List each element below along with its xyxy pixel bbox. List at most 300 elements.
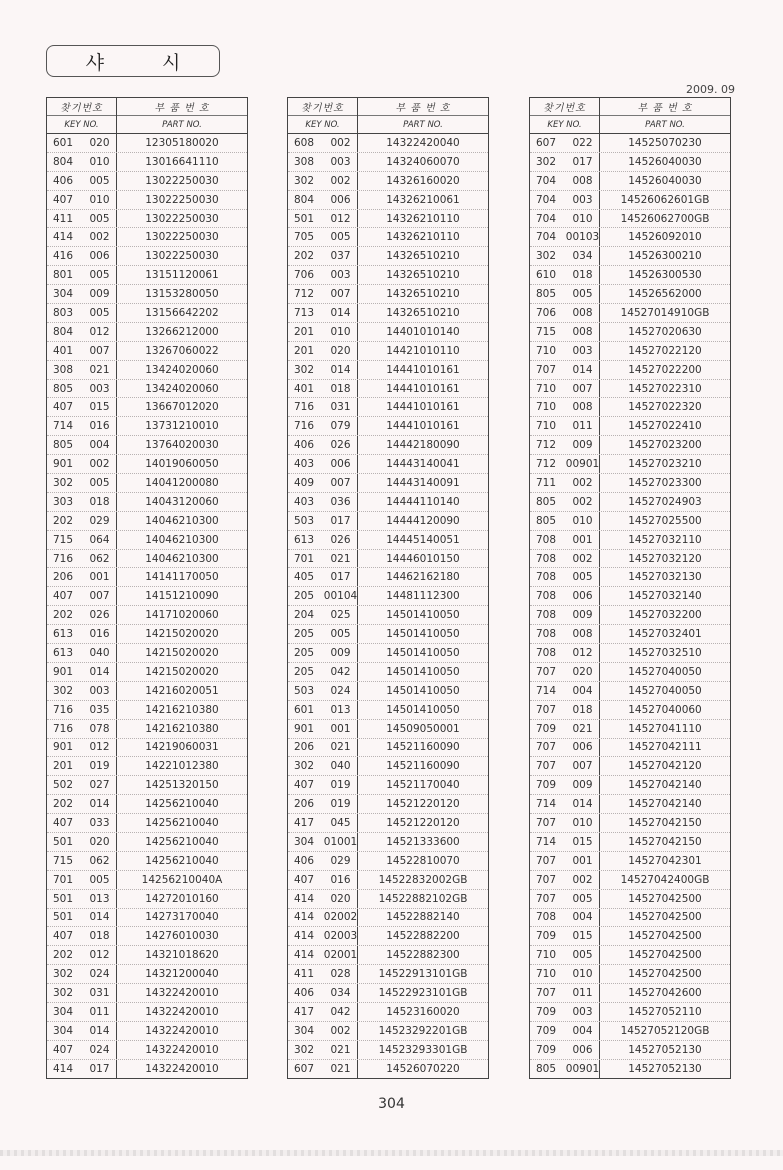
part-number: 14501410050 xyxy=(386,665,460,678)
key-group: 716 xyxy=(294,401,315,414)
key-group: 501 xyxy=(53,911,74,924)
part-number: 14326510210 xyxy=(386,306,460,319)
table-row xyxy=(530,342,730,361)
key-item: 012 xyxy=(83,323,117,341)
key-item: 010 xyxy=(566,965,600,983)
key-item: 006 xyxy=(566,739,600,757)
table-row xyxy=(530,266,730,285)
key-item: 002 xyxy=(566,871,600,889)
table-row xyxy=(288,1022,488,1041)
key-group: 710 xyxy=(536,968,557,981)
key-group: 804 xyxy=(294,193,315,206)
key-item: 007 xyxy=(324,474,358,492)
key-item: 005 xyxy=(83,266,117,284)
part-number: 14326510210 xyxy=(386,269,460,282)
part-no-header-ko: 부 품 번 호 xyxy=(600,98,730,116)
key-item: 026 xyxy=(324,531,358,549)
part-number: 14527032140 xyxy=(628,590,702,603)
table-row xyxy=(47,606,247,625)
part-number: 14527032401 xyxy=(628,628,702,641)
key-item: 013 xyxy=(324,701,358,719)
key-item: 011 xyxy=(83,1003,117,1021)
key-item: 021 xyxy=(324,739,358,757)
table-row xyxy=(530,455,730,474)
key-group: 501 xyxy=(53,835,74,848)
table-row xyxy=(47,191,247,210)
key-item: 004 xyxy=(566,1022,600,1040)
key-item: 004 xyxy=(566,909,600,927)
table-row xyxy=(288,701,488,720)
key-item: 01001 xyxy=(324,833,358,851)
key-group: 708 xyxy=(536,609,557,622)
part-number: 14527042600 xyxy=(628,987,702,1000)
key-item: 005 xyxy=(324,228,358,246)
key-group: 901 xyxy=(53,741,74,754)
table-row xyxy=(47,210,247,229)
key-item: 064 xyxy=(83,531,117,549)
key-group: 411 xyxy=(53,212,74,225)
table-row xyxy=(530,739,730,758)
key-item: 035 xyxy=(83,701,117,719)
table-row xyxy=(288,890,488,909)
key-group: 601 xyxy=(294,703,315,716)
table-row xyxy=(288,909,488,928)
key-item: 020 xyxy=(324,342,358,360)
table-row xyxy=(288,455,488,474)
key-item: 001 xyxy=(566,852,600,870)
table-row xyxy=(288,417,488,436)
part-number: 13151120061 xyxy=(145,269,219,282)
key-group: 901 xyxy=(53,665,74,678)
key-group: 716 xyxy=(294,420,315,433)
part-number: 13266212000 xyxy=(145,325,219,338)
table-row xyxy=(47,965,247,984)
key-item: 002 xyxy=(566,493,600,511)
key-group: 706 xyxy=(294,269,315,282)
table-row xyxy=(47,474,247,493)
table-row xyxy=(47,852,247,871)
part-number: 14501410050 xyxy=(386,684,460,697)
key-item: 005 xyxy=(566,890,600,908)
part-number: 14256210040 xyxy=(145,798,219,811)
table-row xyxy=(47,361,247,380)
key-group: 707 xyxy=(536,987,557,1000)
table-row xyxy=(47,682,247,701)
table-row xyxy=(288,946,488,965)
table-row xyxy=(47,172,247,191)
key-group: 710 xyxy=(536,401,557,414)
key-item: 011 xyxy=(566,417,600,435)
key-group: 710 xyxy=(536,420,557,433)
table-row xyxy=(47,663,247,682)
table-row xyxy=(530,625,730,644)
part-number: 14216210380 xyxy=(145,722,219,735)
part-number: 14324060070 xyxy=(386,155,460,168)
key-item: 003 xyxy=(566,191,600,209)
key-group: 403 xyxy=(294,495,315,508)
table-header xyxy=(530,98,730,134)
part-number: 14521160090 xyxy=(386,741,460,754)
part-number: 14326160020 xyxy=(386,174,460,187)
table-row xyxy=(47,720,247,739)
key-item: 003 xyxy=(83,682,117,700)
part-number: 14272010160 xyxy=(145,892,219,905)
part-number: 14526562000 xyxy=(628,288,702,301)
part-number: 14527042500 xyxy=(628,968,702,981)
key-no-header xyxy=(288,98,358,133)
key-group: 707 xyxy=(536,873,557,886)
key-group: 202 xyxy=(53,949,74,962)
table-row xyxy=(530,909,730,928)
key-group: 414 xyxy=(294,930,315,943)
key-item: 079 xyxy=(324,417,358,435)
part-number: 13022250030 xyxy=(145,212,219,225)
key-item: 009 xyxy=(566,776,600,794)
key-group: 709 xyxy=(536,1024,557,1037)
part-no-header-en: PART NO. xyxy=(162,119,202,130)
key-group: 710 xyxy=(536,949,557,962)
part-number: 14251320150 xyxy=(145,779,219,792)
table-row xyxy=(288,172,488,191)
table-row xyxy=(47,927,247,946)
key-item: 027 xyxy=(83,776,117,794)
parts-table-3 xyxy=(529,97,731,1079)
key-group: 205 xyxy=(294,590,315,603)
key-item: 009 xyxy=(324,644,358,662)
key-group: 707 xyxy=(536,741,557,754)
key-item: 004 xyxy=(83,436,117,454)
part-number: 14527020630 xyxy=(628,325,702,338)
part-number: 14527025500 xyxy=(628,514,702,527)
part-number: 14522832002GB xyxy=(378,873,468,886)
key-group: 414 xyxy=(53,1062,74,1075)
part-number: 14322420010 xyxy=(145,1062,219,1075)
key-group: 715 xyxy=(53,533,74,546)
table-row xyxy=(47,871,247,890)
part-number: 14322420010 xyxy=(145,987,219,1000)
part-number: 14441010161 xyxy=(386,420,460,433)
key-item: 00901 xyxy=(566,455,600,473)
key-no-header-en: KEY NO. xyxy=(305,119,340,130)
part-number: 12305180020 xyxy=(145,136,219,149)
part-number: 14256210040A xyxy=(141,873,223,886)
table-row xyxy=(530,890,730,909)
part-number: 14421010110 xyxy=(386,344,460,357)
part-number: 14046210300 xyxy=(145,552,219,565)
table-row xyxy=(288,228,488,247)
key-no-header-en: KEY NO. xyxy=(547,119,582,130)
part-number: 14526040030 xyxy=(628,155,702,168)
table-row xyxy=(288,531,488,550)
key-group: 407 xyxy=(53,193,74,206)
table-row xyxy=(530,531,730,550)
key-item: 007 xyxy=(566,757,600,775)
table-row xyxy=(288,1041,488,1060)
key-group: 503 xyxy=(294,514,315,527)
table-row xyxy=(47,890,247,909)
key-group: 716 xyxy=(53,703,74,716)
table-row xyxy=(288,833,488,852)
key-item: 005 xyxy=(83,172,117,190)
part-number: 14522913101GB xyxy=(378,968,468,981)
key-group: 416 xyxy=(53,250,74,263)
table-row xyxy=(288,493,488,512)
part-no-header xyxy=(117,98,247,133)
table-row xyxy=(530,1041,730,1060)
table-row xyxy=(288,927,488,946)
key-group: 610 xyxy=(536,269,557,282)
key-item: 014 xyxy=(566,361,600,379)
key-item: 019 xyxy=(324,795,358,813)
key-item: 02001 xyxy=(324,946,358,964)
key-no-header-ko: 찾기번호 xyxy=(530,98,599,116)
part-number: 14256210040 xyxy=(145,835,219,848)
key-group: 707 xyxy=(536,817,557,829)
table-row xyxy=(288,682,488,701)
table-row xyxy=(530,323,730,342)
table-row xyxy=(47,644,247,663)
key-item: 002 xyxy=(324,172,358,190)
key-item: 002 xyxy=(324,1022,358,1040)
part-number: 14527042120 xyxy=(628,760,702,773)
key-item: 010 xyxy=(324,323,358,341)
key-group: 302 xyxy=(294,760,315,773)
table-row xyxy=(288,644,488,663)
table-row xyxy=(530,247,730,266)
table-row xyxy=(47,493,247,512)
key-item: 015 xyxy=(566,833,600,851)
key-item: 008 xyxy=(566,172,600,190)
key-no-header-ko: 찾기번호 xyxy=(288,98,357,116)
key-group: 308 xyxy=(53,363,74,376)
part-number: 14527052110 xyxy=(628,1005,702,1018)
key-item: 018 xyxy=(566,266,600,284)
key-item: 005 xyxy=(566,568,600,586)
table-row xyxy=(47,814,247,833)
table-row xyxy=(47,436,247,455)
table-row xyxy=(530,153,730,172)
part-number: 14527040060 xyxy=(628,703,702,716)
key-group: 704 xyxy=(536,174,557,187)
part-number: 14527032110 xyxy=(628,533,702,546)
key-group: 805 xyxy=(536,288,557,301)
key-group: 202 xyxy=(294,250,315,263)
key-group: 805 xyxy=(53,382,74,395)
key-group: 608 xyxy=(294,136,315,149)
part-number: 14444120090 xyxy=(386,514,460,527)
part-number: 14219060031 xyxy=(145,741,219,754)
part-number: 14445140051 xyxy=(386,533,460,546)
key-item: 020 xyxy=(324,890,358,908)
key-group: 414 xyxy=(294,892,315,905)
key-item: 02002 xyxy=(324,909,358,927)
table-row xyxy=(530,191,730,210)
table-row xyxy=(530,776,730,795)
key-item: 005 xyxy=(83,304,117,322)
key-item: 016 xyxy=(83,417,117,435)
part-number: 14522882102GB xyxy=(378,892,468,905)
revision-date: 2009. 09 xyxy=(686,83,735,96)
key-group: 709 xyxy=(536,722,557,735)
table-row xyxy=(47,587,247,606)
key-item: 005 xyxy=(566,285,600,303)
part-number: 14527042150 xyxy=(628,817,702,829)
part-number: 14443140041 xyxy=(386,458,460,471)
key-item: 021 xyxy=(324,1041,358,1059)
key-group: 708 xyxy=(536,628,557,641)
table-row xyxy=(530,285,730,304)
key-item: 024 xyxy=(83,1041,117,1059)
part-number: 14501410050 xyxy=(386,628,460,641)
table-row xyxy=(530,493,730,512)
key-item: 02003 xyxy=(324,927,358,945)
key-group: 304 xyxy=(53,1024,74,1037)
key-item: 017 xyxy=(324,568,358,586)
key-group: 713 xyxy=(294,306,315,319)
key-group: 205 xyxy=(294,646,315,659)
key-group: 302 xyxy=(294,1043,315,1056)
key-group: 202 xyxy=(53,798,74,811)
key-group: 707 xyxy=(536,760,557,773)
part-number: 14527052130 xyxy=(628,1062,702,1075)
key-item: 002 xyxy=(566,474,600,492)
part-no-header-ko: 부 품 번 호 xyxy=(358,98,488,116)
key-item: 010 xyxy=(566,814,600,832)
key-group: 417 xyxy=(294,1005,315,1018)
part-number: 14527032200 xyxy=(628,609,702,622)
table-row xyxy=(47,228,247,247)
key-group: 302 xyxy=(294,363,315,376)
part-number: 14527041110 xyxy=(628,722,702,735)
key-group: 901 xyxy=(53,458,74,471)
part-number: 14527032510 xyxy=(628,646,702,659)
key-group: 714 xyxy=(536,684,557,697)
table-row xyxy=(288,323,488,342)
key-group: 302 xyxy=(294,174,315,187)
key-item: 029 xyxy=(324,852,358,870)
key-group: 701 xyxy=(53,873,74,886)
key-group: 204 xyxy=(294,609,315,622)
part-number: 14326210110 xyxy=(386,212,460,225)
key-item: 006 xyxy=(83,247,117,265)
key-group: 714 xyxy=(53,420,74,433)
key-item: 021 xyxy=(324,1060,358,1078)
part-number: 14446010150 xyxy=(386,552,460,565)
key-group: 708 xyxy=(536,646,557,659)
table-row xyxy=(47,1041,247,1060)
key-group: 302 xyxy=(536,155,557,168)
part-number: 14526070220 xyxy=(386,1062,460,1075)
part-number: 14401010140 xyxy=(386,325,460,338)
key-item: 003 xyxy=(566,1003,600,1021)
part-number: 14526040030 xyxy=(628,174,702,187)
key-group: 302 xyxy=(53,968,74,981)
table-row xyxy=(288,1003,488,1022)
part-number: 13667012020 xyxy=(145,401,219,414)
table-row xyxy=(530,965,730,984)
table-row xyxy=(47,247,247,266)
part-number: 14019060050 xyxy=(145,458,219,471)
table-row xyxy=(530,833,730,852)
key-group: 407 xyxy=(53,1043,74,1056)
key-no-header-en: KEY NO. xyxy=(64,119,99,130)
table-row xyxy=(288,247,488,266)
key-group: 607 xyxy=(294,1062,315,1075)
key-item: 026 xyxy=(83,606,117,624)
part-number: 14527014910GB xyxy=(620,306,710,319)
table-row xyxy=(530,795,730,814)
key-group: 707 xyxy=(536,854,557,867)
key-group: 403 xyxy=(294,458,315,471)
key-item: 010 xyxy=(83,153,117,171)
part-number: 14527024903 xyxy=(628,495,702,508)
table-row xyxy=(530,682,730,701)
table-row xyxy=(288,285,488,304)
part-no-header-en: PART NO. xyxy=(645,119,685,130)
key-group: 801 xyxy=(53,269,74,282)
key-group: 709 xyxy=(536,1005,557,1018)
table-row xyxy=(288,512,488,531)
part-number: 14527022200 xyxy=(628,363,702,376)
table-row xyxy=(47,568,247,587)
table-header xyxy=(288,98,488,134)
table-row xyxy=(288,720,488,739)
table-row xyxy=(288,1060,488,1078)
table-row xyxy=(288,568,488,587)
table-row xyxy=(47,266,247,285)
part-number: 14527042500 xyxy=(628,930,702,943)
key-item: 012 xyxy=(566,644,600,662)
part-number: 14522923101GB xyxy=(378,987,468,1000)
key-item: 009 xyxy=(566,606,600,624)
part-number: 14526062601GB xyxy=(620,193,710,206)
table-row xyxy=(288,814,488,833)
key-group: 803 xyxy=(53,306,74,319)
part-number: 13022250030 xyxy=(145,231,219,244)
key-item: 005 xyxy=(324,625,358,643)
key-group: 206 xyxy=(294,798,315,811)
key-item: 006 xyxy=(566,587,600,605)
key-group: 708 xyxy=(536,590,557,603)
key-item: 001 xyxy=(324,720,358,738)
table-row xyxy=(47,757,247,776)
key-item: 014 xyxy=(566,795,600,813)
part-number: 14509050001 xyxy=(386,722,460,735)
key-item: 022 xyxy=(566,134,600,152)
table-row xyxy=(47,531,247,550)
part-number: 14215020020 xyxy=(145,646,219,659)
key-group: 405 xyxy=(294,571,315,584)
part-number: 14441010161 xyxy=(386,382,460,395)
key-group: 710 xyxy=(536,344,557,357)
table-row xyxy=(47,417,247,436)
key-group: 401 xyxy=(294,382,315,395)
part-number: 14527052120GB xyxy=(620,1024,710,1037)
key-item: 033 xyxy=(83,814,117,832)
key-item: 002 xyxy=(83,455,117,473)
table-row xyxy=(530,1060,730,1078)
table-row xyxy=(47,380,247,399)
part-number: 14522882140 xyxy=(386,911,460,924)
part-number: 13153280050 xyxy=(145,288,219,301)
key-item: 014 xyxy=(83,663,117,681)
key-group: 805 xyxy=(53,439,74,452)
table-row xyxy=(288,776,488,795)
key-group: 407 xyxy=(53,401,74,414)
key-group: 201 xyxy=(53,760,74,773)
part-number: 14527040050 xyxy=(628,684,702,697)
part-number: 14441010161 xyxy=(386,363,460,376)
